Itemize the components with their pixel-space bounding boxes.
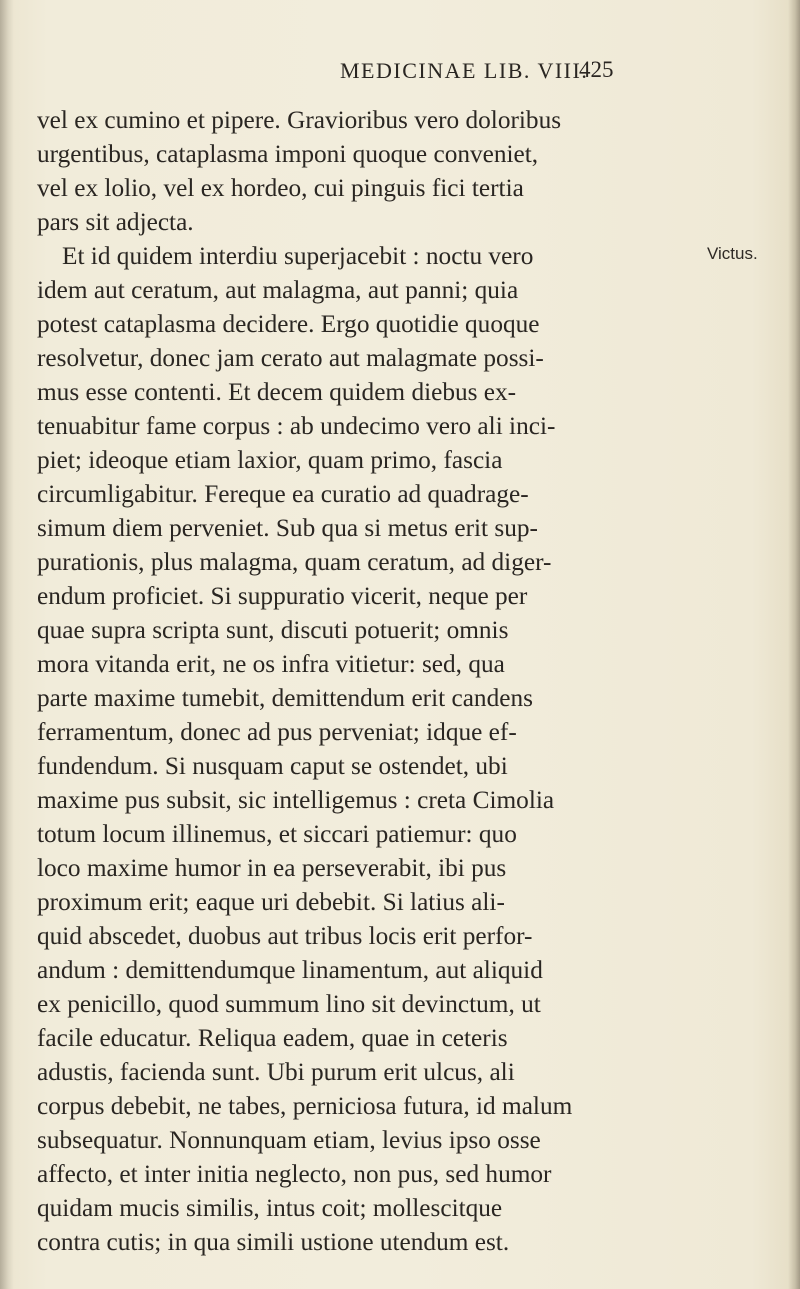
text-line: parte maxime tumebit, demittendum erit candens xyxy=(37,684,533,712)
text-line: quae supra scripta sunt, discuti potuerit; omnis xyxy=(37,616,509,644)
text-line: endum proficiet. Si suppuratio vicerit, neque per xyxy=(37,582,528,610)
text-line: urgentibus, cataplasma imponi quoque conveniet, xyxy=(37,140,539,168)
body-text xyxy=(37,103,757,1259)
text-line: purationis, plus malagma, quam ceratum, ad diger- xyxy=(37,548,552,576)
text-line: mus esse contenti. Et decem quidem diebus ex- xyxy=(37,378,517,406)
text-line: resolvetur, donec jam cerato aut malagmate possi- xyxy=(37,344,544,372)
text-line: contra cutis; in qua simili ustione utendum est. xyxy=(37,1228,510,1256)
text-line: vel ex cumino et pipere. Gravioribus vero doloribus xyxy=(37,106,562,134)
text-line: vel ex lolio, vel ex hordeo, cui pinguis fici tertia xyxy=(37,174,524,202)
margin-note: Victus. xyxy=(707,244,758,263)
text-line: Et id quidem interdiu superjacebit : noctu vero xyxy=(62,242,534,270)
text-line: fundendum. Si nusquam caput se ostendet, ubi xyxy=(37,752,508,780)
text-line: loco maxime humor in ea perseverabit, ibi pus xyxy=(37,854,507,882)
text-line: quid abscedet, duobus aut tribus locis erit perfor- xyxy=(37,922,533,950)
text-line: simum diem perveniet. Sub qua si metus erit sup- xyxy=(37,514,538,542)
running-head-title: MEDICINAE LIB. VIII. xyxy=(340,58,589,83)
text-line: potest cataplasma decidere. Ergo quotidie quoque xyxy=(37,310,540,338)
text-line: adustis, facienda sunt. Ubi purum erit ulcus, ali xyxy=(37,1058,515,1086)
text-line: totum locum illinemus, et siccari patiemur: quo xyxy=(37,820,517,848)
text-line: tenuabitur fame corpus : ab undecimo vero ali inci- xyxy=(37,412,556,440)
page-number: 425 xyxy=(579,57,614,82)
text-line: ex penicillo, quod summum lino sit devinctum, ut xyxy=(37,990,541,1018)
text-line: ferramentum, donec ad pus perveniat; idque ef- xyxy=(37,718,517,746)
running-head xyxy=(0,58,800,88)
page-edge-shadow xyxy=(788,0,800,1289)
text-line: proximum erit; eaque uri debebit. Si latius ali- xyxy=(37,888,505,916)
text-line: pars sit adjecta. xyxy=(37,208,194,236)
text-line: maxime pus subsit, sic intelligemus : creta Cimolia xyxy=(37,786,555,814)
text-line: corpus debebit, ne tabes, perniciosa futura, id malum xyxy=(37,1092,573,1120)
text-line: subsequatur. Nonnunquam etiam, levius ipso osse xyxy=(37,1126,541,1154)
text-line: facile educatur. Reliqua eadem, quae in ceteris xyxy=(37,1024,508,1052)
text-line: piet; ideoque etiam laxior, quam primo, fascia xyxy=(37,446,503,474)
text-line: idem aut ceratum, aut malagma, aut panni; quia xyxy=(37,276,519,304)
text-line: mora vitanda erit, ne os infra vitietur: sed, qua xyxy=(37,650,505,678)
text-line: circumligabitur. Fereque ea curatio ad quadrage- xyxy=(37,480,529,508)
text-line: quidam mucis similis, intus coit; mollescitque xyxy=(37,1194,503,1222)
text-line: affecto, et inter initia neglecto, non pus, sed humor xyxy=(37,1160,552,1188)
page-gutter-shadow xyxy=(0,0,14,1289)
text-line: andum : demittendumque linamentum, aut aliquid xyxy=(37,956,543,984)
